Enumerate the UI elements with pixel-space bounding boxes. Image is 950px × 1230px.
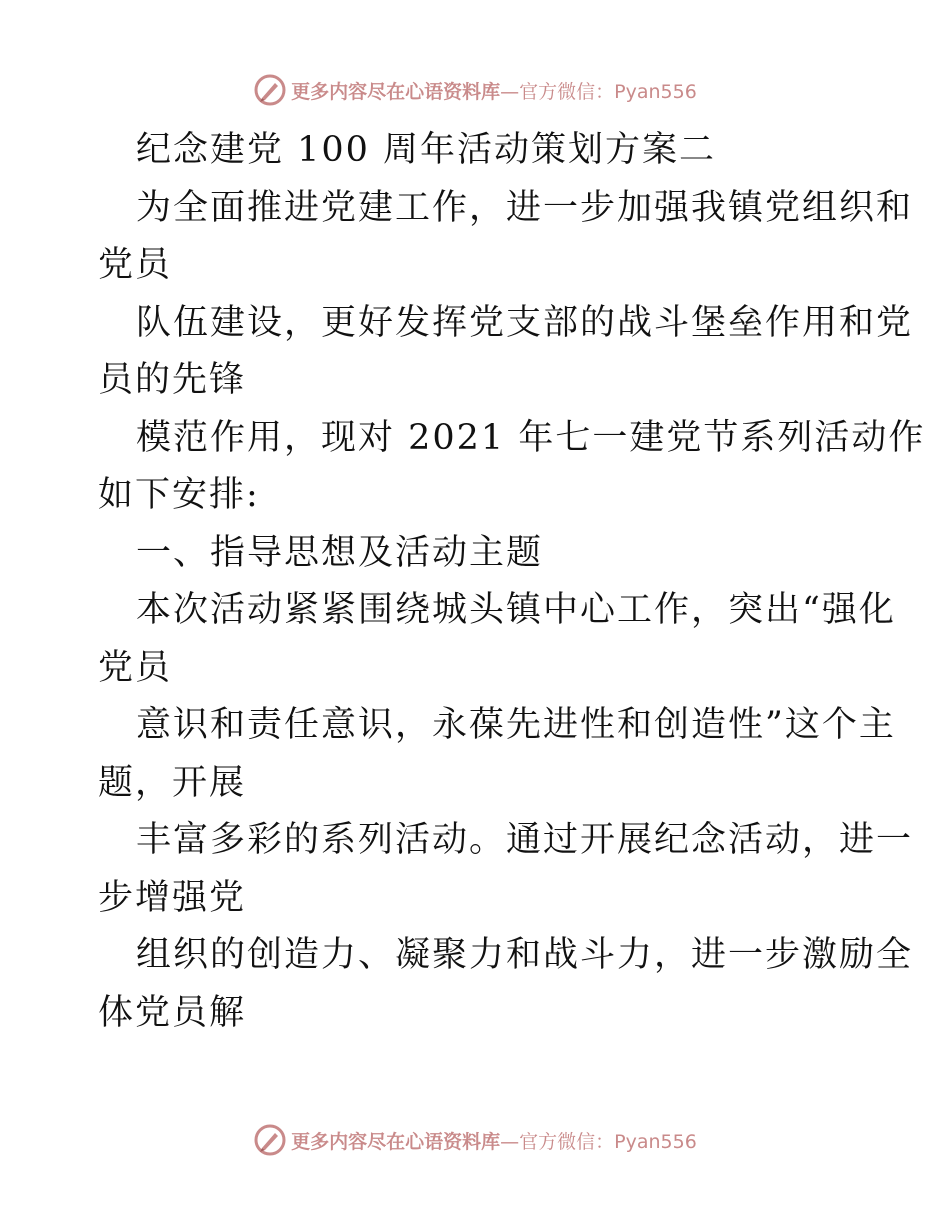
doc-line: 体党员解 [98,992,247,1033]
doc-line: 队伍建设，更好发挥党支部的战斗堡垒作用和党 [136,302,914,343]
doc-line: 组织的创造力、凝聚力和战斗力，进一步激励全 [136,935,914,975]
pen-logo-icon [253,1123,287,1157]
watermark-wechat-text: —官方微信：Pyan556 [500,80,697,103]
doc-line: 意识和责任意识，永葆先进性和创造性”这个主 [136,705,896,745]
doc-line: 员的先锋 [98,360,247,400]
watermark-wechat-text: —官方微信：Pyan556 [500,1130,697,1153]
doc-line: 题，开展 [98,762,247,803]
doc-line: 丰富多彩的系列活动。通过开展纪念活动，进一 [136,820,914,860]
doc-line: 如下安排: [98,475,260,515]
watermark-site-text: 更多内容尽在心语资料库 [291,1130,501,1153]
doc-line: 党员 [98,245,173,285]
document-body [98,122,926,1042]
doc-line: 纪念建党 100 周年活动策划方案二 [136,130,717,170]
doc-line: 党员 [98,647,173,688]
pen-logo-icon [253,73,287,107]
doc-line: 步增强党 [98,877,247,918]
doc-line: 为全面推进党建工作，进一步加强我镇党组织和 [136,187,914,228]
watermark-site-text: 更多内容尽在心语资料库 [291,80,501,103]
header-watermark [0,70,950,110]
doc-line: 本次活动紧紧围绕城头镇中心工作，突出“强化 [136,590,896,630]
doc-line: 一、指导思想及活动主题 [136,532,544,573]
doc-line: 模范作用，现对 2021 年七一建党节系列活动作 [136,417,926,458]
footer-watermark [0,1120,950,1160]
